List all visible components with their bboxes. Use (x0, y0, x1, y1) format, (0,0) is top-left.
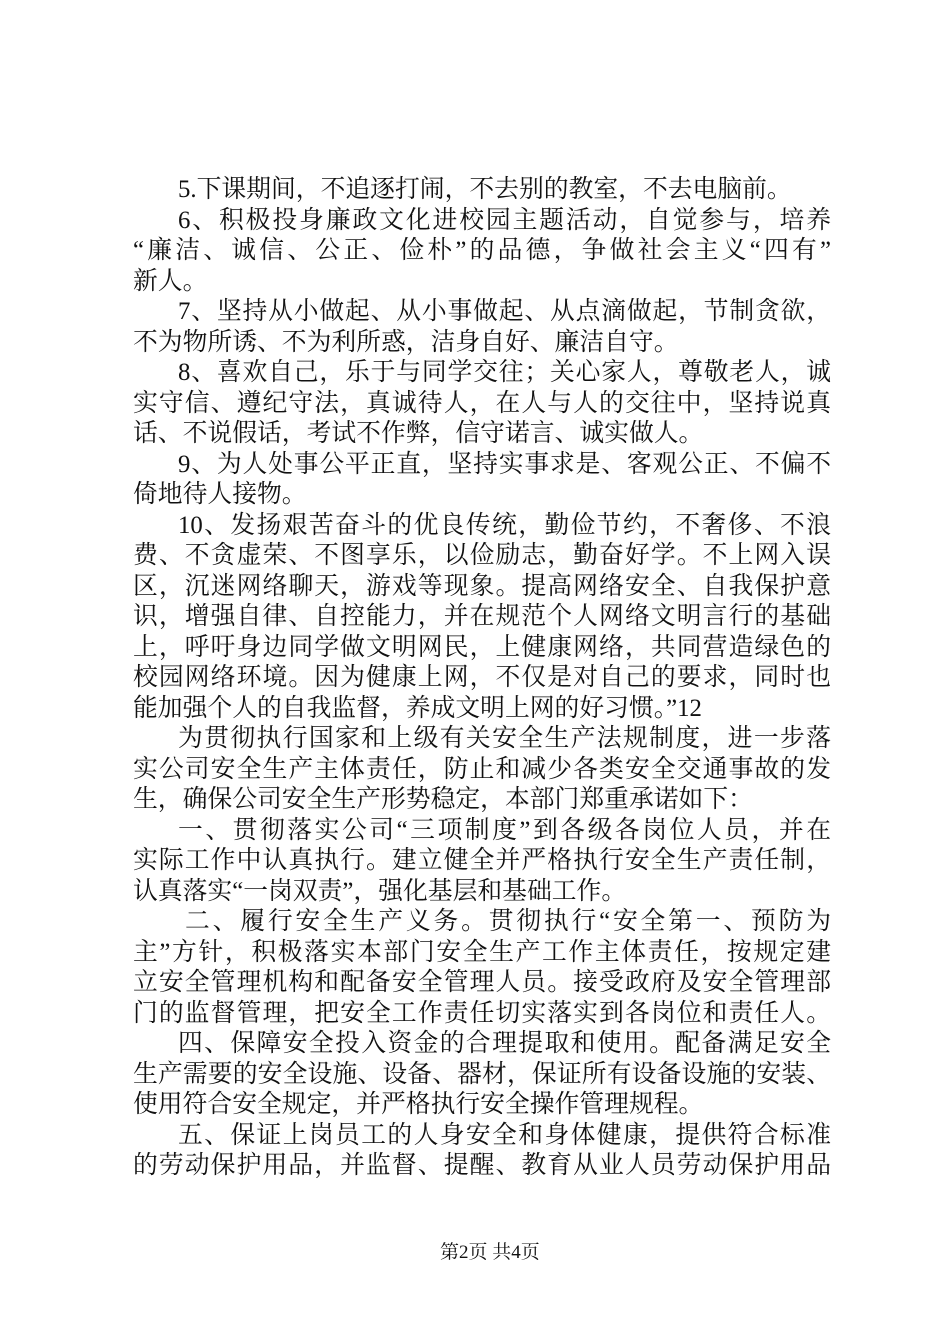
paragraph (133, 450, 831, 511)
text-line: 实际工作中认真执行。建立健全并严格执行安全生产责任制， (133, 847, 831, 874)
text-line: 能加强个人的自我监督，养成文明上网的好习惯。”12 (133, 694, 702, 722)
text-line: “廉洁、诚信、公正、俭朴”的品德，争做社会主义“四有” (133, 237, 831, 264)
document-body (133, 175, 831, 1182)
paragraph (133, 175, 831, 206)
text-line: 识，增强自律、自控能力，并在规范个人网络文明言行的基础 (133, 603, 831, 630)
text-line: 的劳动保护用品，并监督、提醒、教育从业人员劳动保护用品 (133, 1152, 831, 1179)
text-line: 费、不贪虚荣、不图享乐，以俭励志，勤奋好学。不上网入误 (133, 542, 831, 569)
paragraph (133, 1121, 831, 1182)
text-line: 立安全管理机构和配备安全管理人员。接受政府及安全管理部 (133, 969, 831, 996)
paragraph (133, 816, 831, 908)
text-line: 上，呼吁身边同学做文明网民，上健康网络，共同营造绿色的 (133, 633, 831, 661)
text-line: 生产需要的安全设施、设备、器材，保证所有设备设施的安装、 (133, 1060, 831, 1088)
paragraph (133, 297, 831, 358)
text-line: 门的监督管理，把安全工作责任切实落实到各岗位和责任人。 (133, 999, 831, 1027)
text-line: 为贯彻执行国家和上级有关安全生产法规制度，进一步落 (178, 725, 831, 752)
text-line: 四、保障安全投入资金的合理提取和使用。配备满足安全 (178, 1030, 831, 1057)
text-line: 区，沉迷网络聊天，游戏等现象。提高网络安全、自我保护意 (133, 572, 831, 600)
paragraph (133, 206, 831, 298)
text-line: 5.下课期间，不追逐打闹，不去别的教室，不去电脑前。 (178, 176, 792, 203)
text-line: 6、积极投身廉政文化进校园主题活动，自觉参与，培养 (178, 206, 831, 234)
paragraph (133, 511, 831, 725)
paragraph (133, 724, 831, 816)
text-line: 新人。 (133, 267, 208, 295)
text-line: 话、不说假话，考试不作弊，信守诺言、诚实做人。 (133, 420, 704, 447)
text-line: 7、坚持从小做起、从小事做起、从点滴做起，节制贪欲， (178, 298, 831, 325)
text-line: 9、为人处事公平正直，坚持实事求是、客观公正、不偏不 (178, 450, 831, 478)
text-line: 10、发扬艰苦奋斗的优良传统，勤俭节约，不奢侈、不浪 (178, 511, 831, 539)
text-line: 8、喜欢自己，乐于与同学交往；关心家人，尊敬老人，诚 (178, 359, 831, 386)
text-line: 二、履行安全生产义务。贯彻执行“安全第一、预防为 (185, 908, 831, 935)
text-line: 不为物所诱、不为利所惑，洁身自好、廉洁自守。 (133, 328, 679, 356)
paragraph (133, 907, 831, 1029)
paragraph (133, 1029, 831, 1121)
text-line: 实守信、遵纪守法，真诚待人，在人与人的交往中，坚持说真 (133, 389, 831, 417)
text-line: 主”方针，积极落实本部门安全生产工作主体责任，按规定建 (133, 938, 831, 966)
paragraph (133, 358, 831, 450)
text-line: 认真落实“一岗双责”，强化基层和基础工作。 (133, 877, 627, 905)
text-line: 一、贯彻落实公司“三项制度”到各级各岗位人员，并在 (178, 816, 831, 844)
text-line: 五、保证上岗员工的人身安全和身体健康，提供符合标准 (178, 1121, 831, 1149)
text-line: 生，确保公司安全生产形势稳定，本部门郑重承诺如下： (133, 786, 753, 813)
text-line: 倚地待人接物。 (133, 481, 307, 508)
text-line: 校园网络环境。因为健康上网，不仅是对自己的要求，同时也 (133, 664, 831, 691)
text-line: 使用符合安全规定，并严格执行安全操作管理规程。 (133, 1091, 704, 1118)
page-footer: 第2页 共4页 (440, 1242, 540, 1263)
text-line: 实公司安全生产主体责任，防止和减少各类安全交通事故的发 (133, 755, 831, 783)
